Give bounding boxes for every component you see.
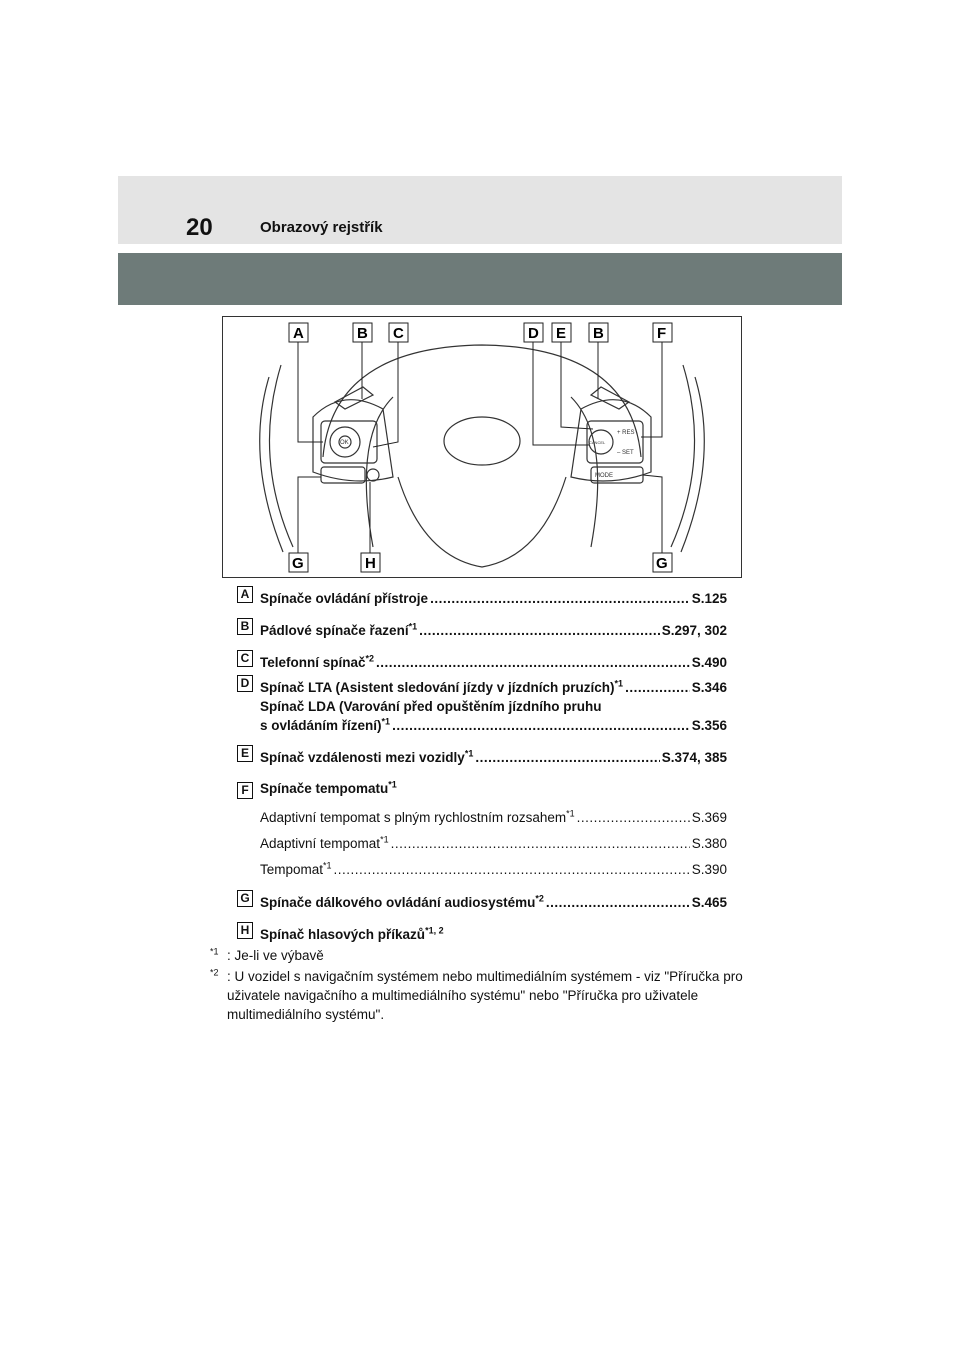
mode-button-label: MODE: [595, 473, 613, 479]
entry-text: Spínače ovládání přístroje: [260, 591, 429, 606]
footnote-ref: *1: [388, 779, 397, 790]
figure-label-e: E: [556, 325, 567, 342]
entry-line: [260, 750, 727, 765]
header-bar: [118, 176, 842, 244]
entry-line: [260, 680, 727, 695]
entry-line: [260, 836, 727, 851]
footnote-1: [210, 946, 750, 965]
page-ref[interactable]: S.346: [691, 680, 727, 695]
figure-label-f: F: [657, 325, 667, 342]
figure-label-g-left: G: [292, 555, 304, 572]
footnote-2: [210, 967, 750, 1024]
page-ref[interactable]: S.297, 302: [661, 623, 727, 638]
entry-line: [260, 623, 727, 638]
entry-text: Adaptivní tempomat: [260, 836, 381, 851]
ok-button-label: OK: [340, 440, 349, 446]
page-ref[interactable]: S.374, 385: [661, 750, 727, 765]
entry-line: [260, 781, 727, 796]
entry-text: Spínač vzdálenosti mezi vozidly: [260, 750, 465, 765]
figure-label-b-left: B: [357, 325, 368, 342]
page-ref[interactable]: S.390: [691, 862, 727, 877]
footnote-text: : Je-li ve výbavě: [227, 948, 324, 963]
entry-text: s ovládáním řízení): [260, 718, 382, 733]
figure-label-h: H: [365, 555, 376, 572]
entry-line: [260, 591, 727, 606]
page-ref[interactable]: S.125: [691, 591, 727, 606]
page-ref[interactable]: S.380: [691, 836, 727, 851]
entry-line: [260, 927, 727, 942]
footnote-text: : U vozidel s navigačním systémem nebo multimediálním systémem - viz "Příručka pro uživatele navigačního a multimediálního systému" nebo "Příručka pro uživatele multimediálního systému".: [227, 969, 743, 1022]
entry-line: [260, 718, 727, 733]
entry-badge: C: [237, 650, 253, 667]
footnotes: [210, 946, 750, 1026]
entry-line: [260, 895, 727, 910]
page-number: 20: [186, 214, 213, 241]
figure-label-a: A: [293, 325, 304, 342]
set-button-label: – SET: [617, 450, 634, 456]
page-title: Obrazový rejstřík: [260, 219, 383, 236]
figure-label-b-right: B: [593, 325, 604, 342]
entry-text: Tempomat: [260, 862, 324, 877]
steering-wheel-illustration: [223, 317, 741, 577]
figure-label-g-right: G: [656, 555, 668, 572]
entry-badge: H: [237, 922, 253, 939]
page-ref[interactable]: S.490: [691, 655, 727, 670]
entry-text: Spínače tempomatu: [260, 781, 389, 796]
entry-badge: E: [237, 745, 253, 762]
entry-badge: F: [237, 782, 253, 799]
footnote-ref: *1, 2: [425, 925, 444, 936]
entry-badge: D: [237, 675, 253, 692]
entry-badge: G: [237, 890, 253, 907]
res-button-label: + RES: [617, 430, 635, 436]
entry-text: Spínač LDA (Varování před opuštěním jízdního pruhu: [260, 699, 602, 714]
page-ref[interactable]: S.465: [691, 895, 727, 910]
steering-wheel-figure: [222, 316, 742, 578]
entry-text: Spínač hlasových příkazů: [260, 927, 426, 942]
footnote-ref: *1: [380, 834, 389, 845]
entry-badge: B: [237, 618, 253, 635]
entry-text: Spínač LTA (Asistent sledování jízdy v jízdních pruzích): [260, 680, 615, 695]
cancel-button-label: CANCEL: [589, 440, 606, 445]
footnote-ref: *1: [323, 860, 332, 871]
footnote-ref: *2: [365, 653, 375, 664]
entry-badge: A: [237, 586, 253, 603]
page-ref[interactable]: S.356: [691, 718, 727, 733]
entry-line: [260, 655, 727, 670]
footnote-ref: *1: [614, 678, 624, 689]
entry-line: [260, 862, 727, 877]
figure-label-c: C: [393, 325, 404, 342]
footnote-ref: *1: [566, 808, 575, 819]
footnote-ref: *1: [381, 716, 391, 727]
footnote-ref: *1: [408, 621, 418, 632]
entry-text: Pádlové spínače řazení: [260, 623, 409, 638]
footnote-mark: *2: [210, 967, 219, 978]
entry-line: [260, 699, 727, 714]
entry-text: Spínače dálkového ovládání audiosystému: [260, 895, 536, 910]
section-band: [118, 253, 842, 305]
entry-line: [260, 810, 727, 825]
footnote-ref: *2: [535, 893, 544, 904]
page-ref[interactable]: S.369: [691, 810, 727, 825]
footnote-ref: *1: [464, 748, 474, 759]
entry-text: Telefonní spínač: [260, 655, 366, 670]
entry-text: Adaptivní tempomat s plným rychlostním rozsahem: [260, 810, 567, 825]
figure-label-d: D: [528, 325, 539, 342]
footnote-mark: *1: [210, 946, 219, 957]
